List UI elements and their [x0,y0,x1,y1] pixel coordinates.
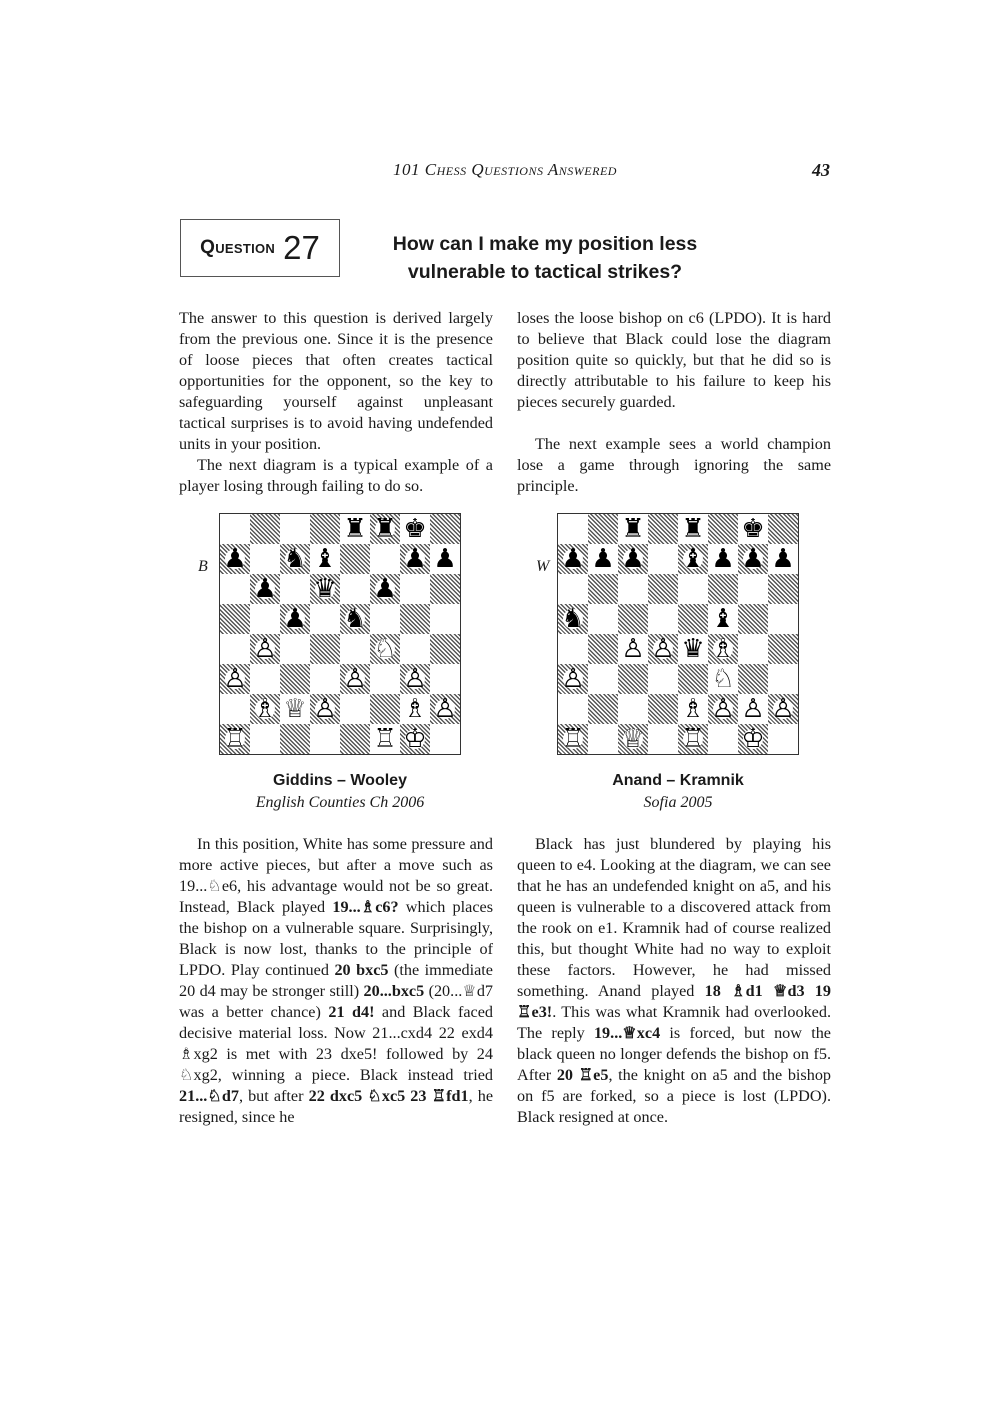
board-square [708,574,738,604]
board-square [558,574,588,604]
white-pawn-icon: ♙ [343,664,367,694]
board-square [310,514,340,544]
question-box [180,219,340,277]
board-square [250,604,280,634]
move: 19... [332,898,361,916]
board-square [648,574,678,604]
white-pawn-icon: ♙ [561,664,585,694]
board-square [280,664,310,694]
white-rook-icon: ♖ [561,724,585,754]
board-square [738,604,768,634]
board-square [430,514,460,544]
board-square [588,634,618,664]
white-pawn-icon: ♙ [253,634,277,664]
board-square [588,574,618,604]
move: d1 [745,982,773,1000]
text: which places the bishop on a vulnerable square. Surprisingly, Black is now lost, thanks to the principle of LPDO. Play continued [179,898,493,979]
page-number: 43 [812,160,830,180]
black-pawn-icon: ♟ [711,544,735,574]
move: 21... [179,1087,208,1105]
diagram-2-caption [528,770,828,814]
white-knight-icon: ♘ [373,634,397,664]
white-king-icon: ♔ [741,724,765,754]
diagram-2-players: Anand – Kramnik [612,772,744,789]
black-rook-icon: ♜ [343,514,367,544]
board-square [708,514,738,544]
rook-icon: ♖ [431,1087,447,1105]
white-rook-icon: ♖ [223,724,247,754]
board-square [400,604,430,634]
move: c6? [375,898,399,916]
board-square [558,634,588,664]
right-intro-column [517,308,831,497]
move: 19... [593,1024,623,1042]
question-number: 27 [283,229,320,266]
black-pawn-icon: ♟ [433,544,457,574]
black-pawn-icon: ♟ [591,544,615,574]
board-square [430,574,460,604]
text: e6, his advantage would not be so great. Instead, Black played [179,877,493,916]
white-pawn-icon: ♙ [433,694,457,724]
board-square [370,664,400,694]
board-square [220,514,250,544]
black-knight-icon: ♞ [283,544,307,574]
text: (20... [424,982,463,1000]
text: , he resigned, since he [179,1087,494,1126]
rook-icon: ♖ [517,1003,532,1021]
diagram-1-event: English Counties Ch 2006 [255,794,425,811]
board-square [340,544,370,574]
white-rook-icon: ♖ [373,724,397,754]
white-pawn-icon: ♙ [771,694,795,724]
board-square [430,724,460,754]
board-square [648,514,678,544]
question-heading [360,230,730,286]
board-square [678,604,708,634]
knight-icon: ♘ [207,1087,222,1105]
board-square [250,514,280,544]
knight-icon: ♘ [207,877,222,895]
board-square [648,664,678,694]
text: is forced, but now the black queen no longer defends the bishop on f5. After [517,1024,831,1084]
question-heading-line1: How can I make my position less [392,233,698,255]
black-bishop-icon: ♝ [711,604,735,634]
board-square [678,664,708,694]
white-bishop-icon: ♗ [253,694,277,724]
black-pawn-icon: ♟ [283,604,307,634]
black-pawn-icon: ♟ [771,544,795,574]
board-square [768,634,798,664]
board-square [588,514,618,544]
board-square [588,664,618,694]
board-square [250,664,280,694]
white-pawn-icon: ♙ [741,694,765,724]
black-pawn-icon: ♟ [403,544,427,574]
board-square [310,664,340,694]
black-pawn-icon: ♟ [223,544,247,574]
board-square [618,604,648,634]
move: 20 [556,1066,579,1084]
move: d7 [221,1087,239,1105]
running-title: 101 Chess Questions Answered [393,160,617,179]
board-square [340,724,370,754]
board-square [280,634,310,664]
text: d7 was a better chance) [179,982,493,1021]
white-bishop-icon: ♗ [403,694,427,724]
board-square [310,634,340,664]
black-pawn-icon: ♟ [561,544,585,574]
intro-column [179,308,493,497]
white-queen-icon: ♕ [621,724,645,754]
question-heading-line2: vulnerable to tactical strikes? [407,261,683,283]
side-to-move-2: W [536,558,550,575]
move: 20 bxc5 [334,961,389,979]
board-square [708,724,738,754]
board-square [738,664,768,694]
right-intro-paragraph-1: loses the loose bishop on c6 (LPDO). It is hard to believe that Black could lose the diagram position quite so quickly, but that he did so is directly attributable to his failure to keep his pieces securely guarded. [517,309,831,411]
queen-icon: ♕ [622,1024,637,1042]
board-square [588,604,618,634]
board-square [340,634,370,664]
text: Black has just blundered by playing his queen to e4. Looking at the diagram, we can see that he has an undefended knight on a5, and his queen is vulnerable to a discovered attack from the rook on e1. Kramnik had of course realized this, but thought White had no way to exploit these factors. However, he had missed something. Anand played [517,835,831,1000]
chess-diagram-giddins-wooley [219,513,461,755]
bishop-icon: ♗ [731,982,746,1000]
move: 18 [704,982,732,1000]
white-bishop-icon: ♗ [681,694,705,724]
board-square [250,544,280,574]
black-rook-icon: ♜ [621,514,645,544]
white-pawn-icon: ♙ [313,694,337,724]
text: , the knight on a5 and the bishop on f5 are forked, so a piece is lost (LPDO). Black resigned at once. [517,1066,832,1126]
board-square [220,634,250,664]
knight-icon: ♘ [179,1066,194,1084]
text: xg2, winning a piece. Black instead tried [193,1066,493,1084]
black-king-icon: ♚ [403,514,427,544]
board-square [310,724,340,754]
board-square [280,574,310,604]
white-pawn-icon: ♙ [403,664,427,694]
black-queen-icon: ♛ [681,634,705,664]
board-square [220,604,250,634]
board-square [430,664,460,694]
board-square [370,694,400,724]
diagram-1-players: Giddins – Wooley [273,772,407,789]
chess-diagram-anand-kramnik [557,513,799,755]
board-square [588,724,618,754]
black-pawn-icon: ♟ [253,574,277,604]
white-knight-icon: ♘ [711,664,735,694]
bishop-icon: ♗ [360,898,376,916]
board-square [768,604,798,634]
black-queen-icon: ♛ [313,574,337,604]
running-head [180,160,830,184]
move: 22 dxc5 [308,1087,368,1105]
rook-icon: ♖ [578,1066,594,1084]
board-square [648,604,678,634]
board-square [430,634,460,664]
queen-icon: ♕ [462,982,477,1000]
black-bishop-icon: ♝ [681,544,705,574]
board-square [738,574,768,604]
board-square [768,724,798,754]
board-square [618,574,648,604]
text: In this position, White has some pressure and more active pieces, but after a move such as 19... [179,835,493,895]
text: , but after [238,1087,309,1105]
move: e3! [531,1003,553,1021]
white-rook-icon: ♖ [681,724,705,754]
board-square [588,694,618,724]
board-square [738,634,768,664]
text: and Black faced decisive material loss. Now 21...cxd4 22 exd4 [179,1003,494,1042]
right-intro-paragraph-2: The next example sees a world champion lose a game through ignoring the same principle. [517,435,831,495]
board-square [558,694,588,724]
board-square [370,544,400,574]
board-square [618,664,648,694]
move: d3 19 [787,982,831,1000]
board-square [768,514,798,544]
board-square [648,694,678,724]
board-square [280,724,310,754]
intro-paragraph-2: The next diagram is a typical example of a player losing through failing to do so. [179,456,493,495]
board-square [430,604,460,634]
board-square [370,604,400,634]
black-knight-icon: ♞ [343,604,367,634]
board-square [310,604,340,634]
diagram-2-event: Sofia 2005 [643,794,713,811]
move: xc4 [636,1024,661,1042]
board-square [400,634,430,664]
black-knight-icon: ♞ [561,604,585,634]
board-square [768,574,798,604]
board-square [558,514,588,544]
board-square [678,574,708,604]
white-pawn-icon: ♙ [711,694,735,724]
question-label: Question [200,237,276,258]
white-pawn-icon: ♙ [621,634,645,664]
white-pawn-icon: ♙ [223,664,247,694]
white-bishop-icon: ♗ [711,634,735,664]
move: xc5 23 [381,1087,432,1105]
black-pawn-icon: ♟ [741,544,765,574]
game-2-paragraph [517,834,831,1128]
text: (the immediate 20 d4 may be stronger still) [179,961,493,1000]
text: xg2 is met with 23 dxe5! followed by 24 [193,1045,493,1063]
move: 20...bxc5 [363,982,425,1000]
black-rook-icon: ♜ [681,514,705,544]
board-square [768,664,798,694]
white-queen-icon: ♕ [283,694,307,724]
game-2-commentary [517,834,831,1128]
black-king-icon: ♚ [741,514,765,544]
knight-icon: ♘ [367,1087,382,1105]
move: fd1 [446,1087,469,1105]
side-to-move-1: B [198,558,208,575]
black-rook-icon: ♜ [373,514,397,544]
black-pawn-icon: ♟ [621,544,645,574]
board-square [618,694,648,724]
white-king-icon: ♔ [403,724,427,754]
black-bishop-icon: ♝ [313,544,337,574]
text: . This was what Kramnik had overlooked. The reply [517,1003,831,1042]
game-1-paragraph [179,834,493,1128]
board-square [220,694,250,724]
white-pawn-icon: ♙ [651,634,675,664]
move: 21 d4! [328,1003,375,1021]
board-square [648,724,678,754]
diagram-1-caption [190,770,490,814]
bishop-icon: ♗ [179,1045,194,1063]
board-square [648,544,678,574]
queen-icon: ♕ [772,982,788,1000]
move: e5 [593,1066,609,1084]
board-square [250,724,280,754]
board-square [280,514,310,544]
board-square [220,574,250,604]
board-square [340,574,370,604]
game-1-commentary [179,834,493,1128]
black-pawn-icon: ♟ [373,574,397,604]
board-square [400,574,430,604]
intro-paragraph-1: The answer to this question is derived largely from the previous one. Since it is the presence of loose pieces that often creates tactical opportunities for the opponent, so the key to safeguarding yourself against unpleasant tactical surprises is to avoid having undefended units in your position. [179,309,493,453]
board-square [340,694,370,724]
